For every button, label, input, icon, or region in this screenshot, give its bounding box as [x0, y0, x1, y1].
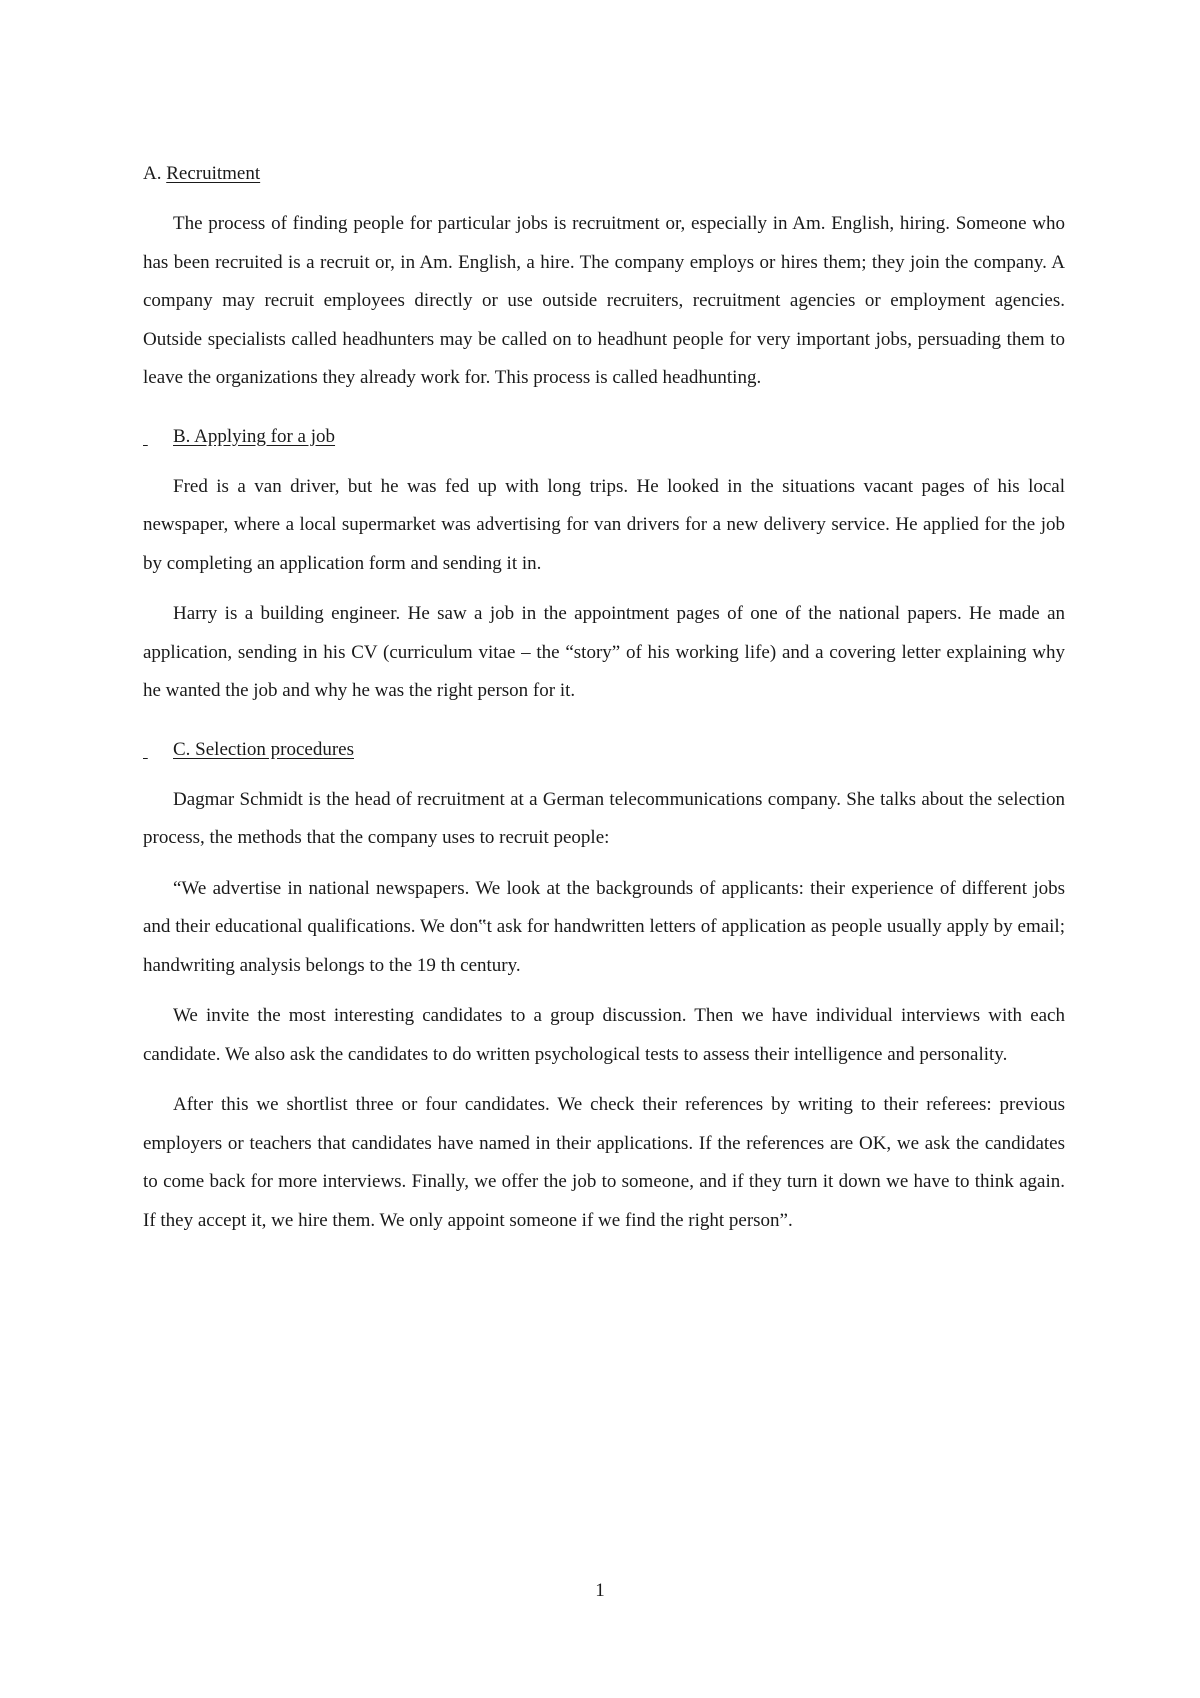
- section-a-heading-label: Recruitment: [166, 163, 261, 184]
- document-page: [143, 155, 1065, 1240]
- section-b-heading-label: B. Applying for a job: [173, 425, 336, 447]
- section-c-paragraph-1: Dagmar Schmidt is the head of recruitment at a German telecommunications company. She talks about the selection process, the methods that the company uses to recruit people:: [143, 788, 1065, 848]
- page-number: 1: [595, 1580, 605, 1601]
- section-a-paragraph-1: The process of finding people for particular jobs is recruitment or, especially in Am. English, hiring. Someone who has been recruited is a recruit or, in Am. English, a hire. The company employs or hires them; they join the company. A company may recruit employees directly or use outside recruiters, recruitment agencies or employment agencies. Outside specialists called headhunters may be called on to headhunt people for very important jobs, persuading them to leave the organizations they already work for. This process is called headhunting.: [143, 213, 1065, 388]
- section-c-paragraph-3: We invite the most interesting candidates to a group discussion. Then we have individual interviews with each candidate. We also ask the candidates to do written psychological tests to assess their intelligence and personality.: [143, 1005, 1065, 1065]
- section-a-heading-prefix: A.: [143, 163, 167, 184]
- section-c-paragraph-4: After this we shortlist three or four candidates. We check their references by writing to their referees: previous employers or teachers that candidates have named in their applications. If the references are OK, we ask the candidates to come back for more interviews. Finally, we offer the job to someone, and if they turn it down we have to think again. If they accept it, we hire them. We only appoint someone if we find the right person”.: [143, 1094, 1065, 1231]
- section-b-heading: [143, 418, 1065, 456]
- section-b-paragraph-1: Fred is a van driver, but he was fed up with long trips. He looked in the situations vacant pages of his local newspaper, where a local supermarket was advertising for van drivers for a new delivery service. He applied for the job by completing an application form and sending it in.: [143, 475, 1065, 574]
- section-b-paragraph-2: Harry is a building engineer. He saw a job in the appointment pages of one of the national papers. He made an application, sending in his CV (curriculum vitae – the “story” of his working life) and a covering letter explaining why he wanted the job and why he was the right person for it.: [143, 603, 1065, 701]
- section-c-heading: [143, 731, 1065, 769]
- section-c-paragraph-2: “We advertise in national newspapers. We look at the backgrounds of applicants: their experience of different jobs and their educational qualifications. We don‟t ask for handwritten letters of application as people usually apply by email; handwriting analysis belongs to the 19 th century.: [143, 877, 1065, 976]
- section-c-heading-label: C. Selection procedures: [173, 738, 354, 760]
- section-a-heading: [143, 155, 1065, 193]
